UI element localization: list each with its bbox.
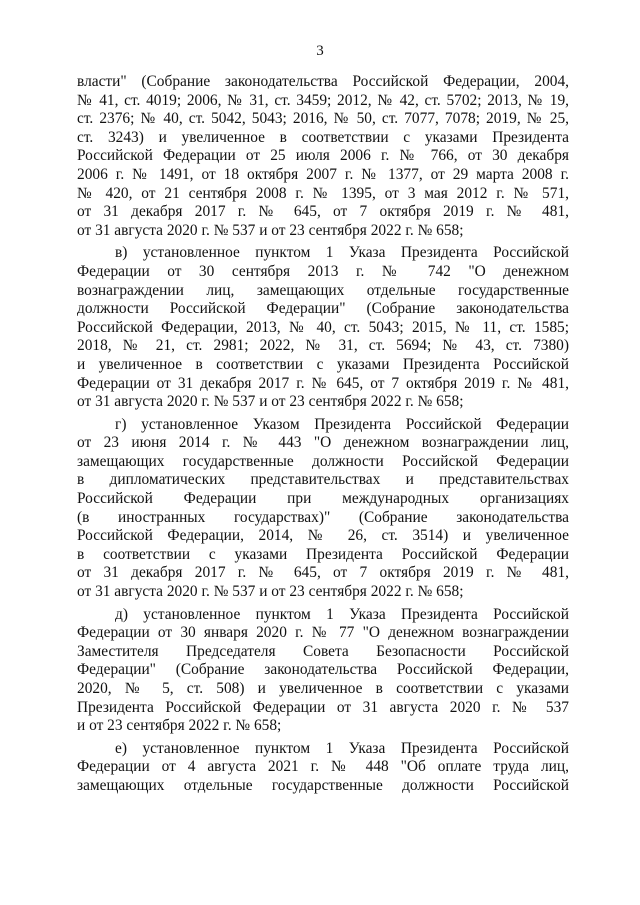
text-line: Федерации от 30 сентября 2013 г. № 742 "О денежном	[77, 262, 569, 280]
text-line: Российской Федерации, 2014, № 26, ст. 3514) и увеличенное	[77, 527, 569, 545]
text-line: 2018, № 21, ст. 2981; 2022, № 31, ст. 5694; № 43, ст. 7380)	[77, 337, 569, 355]
text-line: Федерации от 31 декабря 2017 г. № 645, от 7 октября 2019 г. № 481,	[77, 374, 569, 392]
text-line: № 420, от 21 сентября 2008 г. № 1395, от 3 мая 2012 г. № 571,	[77, 184, 569, 202]
text-line: № 41, ст. 4019; 2006, № 31, ст. 3459; 2012, № 42, ст. 5702; 2013, № 19,	[77, 91, 569, 109]
text-line: г) установленное Указом Президента Российской Федерации	[115, 415, 569, 433]
text-line: вознаграждении лиц, замещающих отдельные государственные	[77, 281, 569, 299]
paragraph-item-d	[77, 606, 569, 736]
paragraph-continuation	[77, 73, 569, 240]
document-body	[77, 73, 569, 796]
text-line: д) установленное пунктом 1 Указа Президента Российской	[115, 605, 569, 623]
text-line: от 23 июня 2014 г. № 443 "О денежном вознаграждении лиц,	[77, 434, 569, 452]
text-line: Российской Федерации от 25 июля 2006 г. № 766, от 30 декабря	[77, 147, 569, 165]
text-line: Заместителя Председателя Совета Безопасности Российской	[77, 642, 569, 660]
text-line: замещающих государственные должности Российской Федерации	[77, 452, 569, 470]
text-line: от 31 августа 2020 г. № 537 и от 23 сентября 2022 г. № 658;	[77, 393, 464, 411]
text-line: в соответствии с указами Президента Российской Федерации	[77, 545, 569, 563]
text-line: от 31 декабря 2017 г. № 645, от 7 октября 2019 г. № 481,	[77, 564, 569, 582]
text-line: должности Российской Федерации" (Собрание законодательства	[77, 300, 569, 318]
text-line: ст. 2376; № 40, ст. 5042, 5043; 2016, № 50, ст. 7077, 7078; 2019, № 25,	[77, 110, 569, 128]
text-line: Российской Федерации при международных организациях	[77, 490, 569, 508]
paragraph-item-v	[77, 244, 569, 411]
text-line: Федерации" (Собрание законодательства Российской Федерации,	[77, 661, 569, 679]
text-line: от 31 августа 2020 г. № 537 и от 23 сентября 2022 г. № 658;	[77, 583, 464, 601]
text-line: замещающих отдельные государственные должности Российской	[77, 776, 569, 794]
text-line: Федерации от 30 января 2020 г. № 77 "О денежном вознаграждении	[77, 624, 569, 642]
text-line: е) установленное пунктом 1 Указа Президента Российской	[115, 739, 569, 757]
text-line: ст. 3243) и увеличенное в соответствии с указами Президента	[77, 128, 569, 146]
text-line: в) установленное пунктом 1 Указа Президента Российской	[115, 244, 569, 262]
text-line: (в иностранных государствах)" (Собрание законодательства	[77, 508, 569, 526]
text-line: от 31 августа 2020 г. № 537 и от 23 сентября 2022 г. № 658;	[77, 221, 464, 239]
text-line: 2006 г. № 1491, от 18 октября 2007 г. № 1377, от 29 марта 2008 г.	[77, 165, 569, 183]
text-line: Президента Российской Федерации от 31 августа 2020 г. № 537	[77, 698, 569, 716]
paragraph-item-g	[77, 416, 569, 602]
text-line: и от 23 сентября 2022 г. № 658;	[77, 717, 282, 735]
text-line: Федерации от 4 августа 2021 г. № 448 "Об оплате труда лиц,	[77, 758, 569, 776]
text-line: власти" (Собрание законодательства Российской Федерации, 2004,	[77, 73, 569, 90]
text-line: 2020, № 5, ст. 508) и увеличенное в соответствии с указами	[77, 680, 569, 697]
text-line: в дипломатических представительствах и представительствах	[77, 471, 569, 489]
text-line: от 31 декабря 2017 г. № 645, от 7 октября 2019 г. № 481,	[77, 203, 569, 221]
text-line: Российской Федерации, 2013, № 40, ст. 5043; 2015, № 11, ст. 1585;	[77, 318, 569, 336]
paragraph-item-e	[77, 740, 569, 796]
page-number: 3	[316, 43, 324, 59]
text-line: и увеличенное в соответствии с указами Президента Российской	[77, 355, 569, 373]
